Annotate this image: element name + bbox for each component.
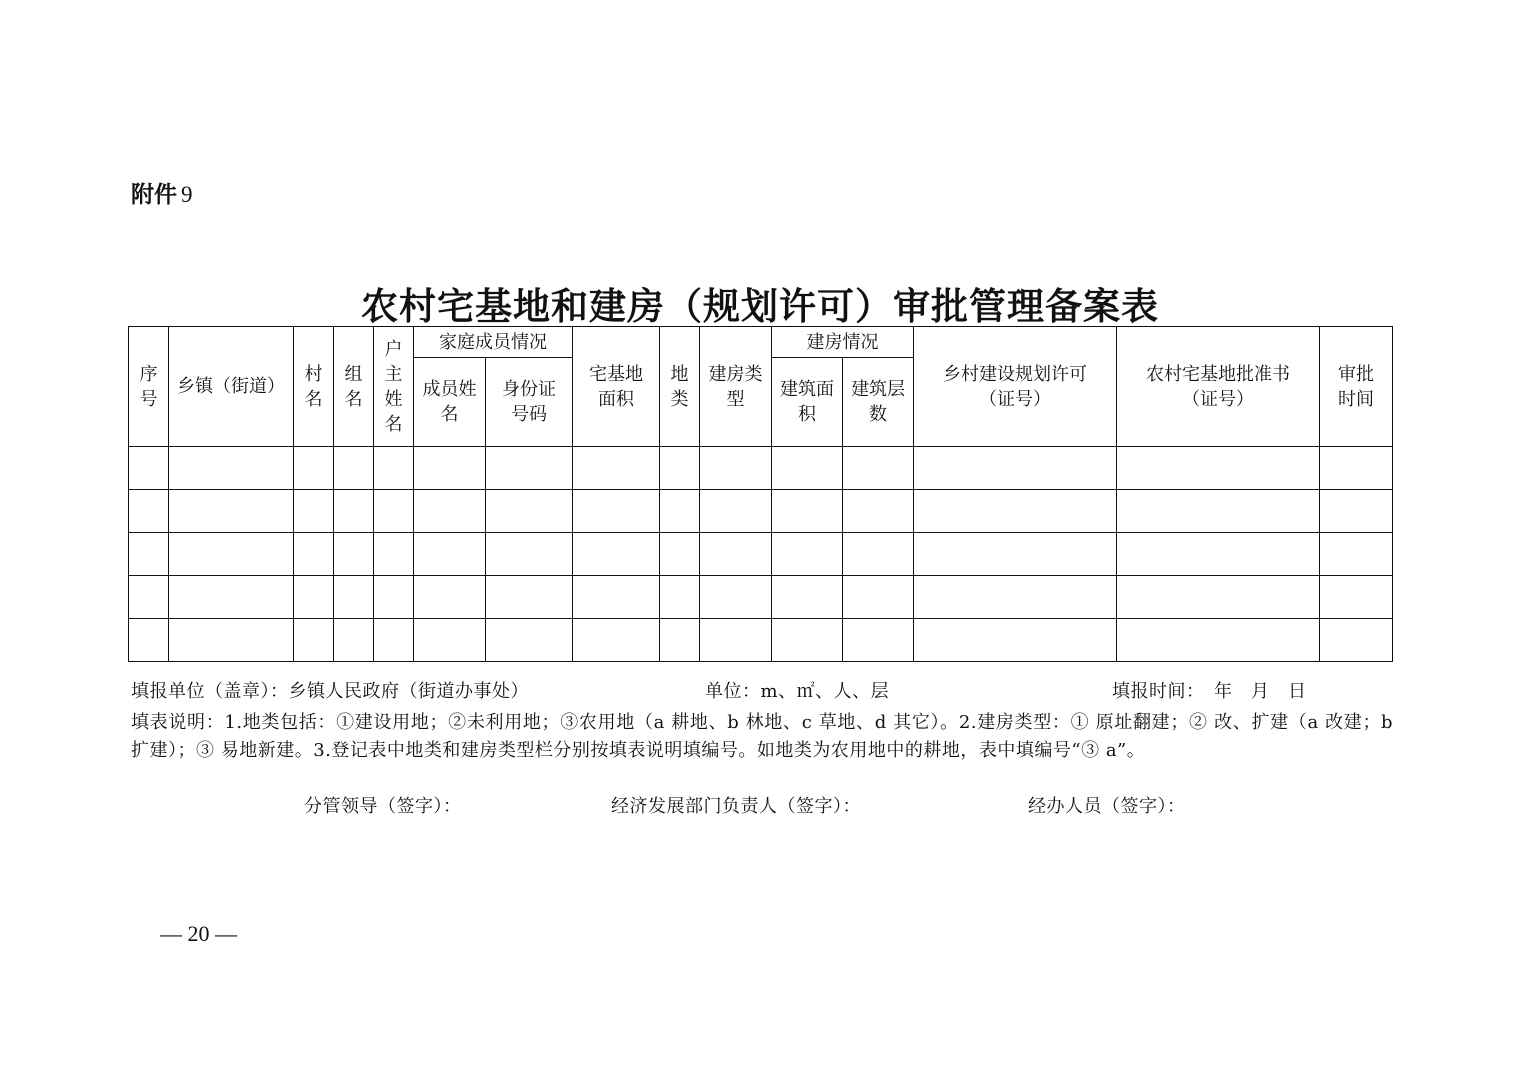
table-cell[interactable] <box>486 619 573 662</box>
table-cell[interactable] <box>374 490 414 533</box>
table-cell[interactable] <box>1117 619 1320 662</box>
fill-time-text: 填报时间： 年 月 日 <box>1112 681 1307 702</box>
table-cell[interactable] <box>374 447 414 490</box>
table-cell[interactable] <box>374 619 414 662</box>
table-cell[interactable] <box>914 576 1117 619</box>
header-seq: 序号 <box>129 327 169 447</box>
table-row <box>129 490 1393 533</box>
table-cell[interactable] <box>914 447 1117 490</box>
table-cell[interactable] <box>414 576 486 619</box>
table-cell[interactable] <box>129 619 169 662</box>
table-cell[interactable] <box>129 533 169 576</box>
table-cell[interactable] <box>414 447 486 490</box>
table-cell[interactable] <box>1117 447 1320 490</box>
table-cell[interactable] <box>334 490 374 533</box>
table-cell[interactable] <box>843 533 914 576</box>
page-number: — 20 — <box>160 921 237 946</box>
table-row <box>129 576 1393 619</box>
footer-info-line <box>131 678 1393 706</box>
table-cell[interactable] <box>573 533 660 576</box>
table-row <box>129 533 1393 576</box>
table-cell[interactable] <box>843 576 914 619</box>
header-group: 组名 <box>334 327 374 447</box>
table-cell[interactable] <box>169 533 294 576</box>
table-cell[interactable] <box>843 619 914 662</box>
table-cell[interactable] <box>1320 619 1393 662</box>
table-cell[interactable] <box>374 533 414 576</box>
header-floors: 建筑层数 <box>843 358 914 447</box>
table-cell[interactable] <box>334 576 374 619</box>
table-cell[interactable] <box>294 490 334 533</box>
table-cell[interactable] <box>914 490 1117 533</box>
table-cell[interactable] <box>294 619 334 662</box>
table-cell[interactable] <box>129 490 169 533</box>
table-cell[interactable] <box>374 576 414 619</box>
table-body <box>129 447 1393 662</box>
table-cell[interactable] <box>294 576 334 619</box>
unit-text: 单位：m、㎡、人、层 <box>705 681 890 702</box>
table-cell[interactable] <box>486 533 573 576</box>
header-member-name: 成员姓名 <box>414 358 486 447</box>
header-approval-letter: 农村宅基地批准书 （证号） <box>1117 327 1320 447</box>
table-cell[interactable] <box>169 619 294 662</box>
table-cell[interactable] <box>1320 533 1393 576</box>
fill-unit-text: 填报单位（盖章）：乡镇人民政府（街道办事处） <box>131 681 529 702</box>
table-cell[interactable] <box>1320 447 1393 490</box>
table-row <box>129 619 1393 662</box>
table-cell[interactable] <box>700 619 772 662</box>
table-cell[interactable] <box>843 447 914 490</box>
table-cell[interactable] <box>700 447 772 490</box>
table-cell[interactable] <box>294 447 334 490</box>
table-cell[interactable] <box>334 533 374 576</box>
table-cell[interactable] <box>660 533 700 576</box>
header-planning-permit: 乡村建设规划许可 （证号） <box>914 327 1117 447</box>
table-cell[interactable] <box>1117 576 1320 619</box>
header-build-type: 建房类型 <box>700 327 772 447</box>
table-cell[interactable] <box>700 576 772 619</box>
table-cell[interactable] <box>294 533 334 576</box>
table-cell[interactable] <box>700 490 772 533</box>
footer-notes <box>131 678 1393 765</box>
table-cell[interactable] <box>573 576 660 619</box>
table-cell[interactable] <box>129 576 169 619</box>
table-cell[interactable] <box>129 447 169 490</box>
table-cell[interactable] <box>169 447 294 490</box>
header-build-group: 建房情况 <box>772 327 914 358</box>
header-homestead-area: 宅基地面积 <box>573 327 660 447</box>
header-id-number: 身份证号码 <box>486 358 573 447</box>
header-build-area: 建筑面积 <box>772 358 843 447</box>
table-cell[interactable] <box>573 447 660 490</box>
table-cell[interactable] <box>772 447 843 490</box>
attachment-label-text: 附件 <box>131 182 177 208</box>
header-town: 乡镇（街道） <box>169 327 294 447</box>
table-cell[interactable] <box>772 490 843 533</box>
sign-handler: 经办人员（签字）： <box>1028 796 1186 817</box>
record-table <box>128 326 1393 662</box>
table-cell[interactable] <box>772 576 843 619</box>
table-cell[interactable] <box>414 533 486 576</box>
header-land-type: 地类 <box>660 327 700 447</box>
table-cell[interactable] <box>660 447 700 490</box>
table-cell[interactable] <box>660 619 700 662</box>
table-cell[interactable] <box>700 533 772 576</box>
table-cell[interactable] <box>914 619 1117 662</box>
sign-leader: 分管领导（签字）： <box>304 796 462 817</box>
table-row <box>129 447 1393 490</box>
table-cell[interactable] <box>486 576 573 619</box>
fill-instructions: 填表说明：1.地类包括：①建设用地；②未利用地；③农用地（a 耕地、b 林地、c 草地、d 其它）。2.建房类型：① 原址翻建；② 改、扩建（a 改建；b 扩建）；③ 易地新建。3.登记表中地类和建房类型栏分别按填表说明填编号。如地类为农用地中的耕地，表中填编号“③ a”。 <box>131 712 1393 761</box>
table-cell[interactable] <box>486 447 573 490</box>
header-family-group: 家庭成员情况 <box>414 327 573 358</box>
table-cell[interactable] <box>169 576 294 619</box>
attachment-label <box>131 176 193 209</box>
table-cell[interactable] <box>486 490 573 533</box>
header-village: 村名 <box>294 327 334 447</box>
table-cell[interactable] <box>1117 490 1320 533</box>
document-title: 农村宅基地和建房（规划许可）审批管理备案表 <box>361 284 1159 328</box>
table-cell[interactable] <box>772 619 843 662</box>
table-cell[interactable] <box>1320 490 1393 533</box>
table-cell[interactable] <box>414 619 486 662</box>
table-cell[interactable] <box>1320 576 1393 619</box>
table-cell[interactable] <box>414 490 486 533</box>
table-cell[interactable] <box>334 619 374 662</box>
table-cell[interactable] <box>914 533 1117 576</box>
table-cell[interactable] <box>169 490 294 533</box>
sign-dept: 经济发展部门负责人（签字）： <box>611 796 861 817</box>
table-cell[interactable] <box>1117 533 1320 576</box>
table-cell[interactable] <box>660 576 700 619</box>
attachment-number: 9 <box>181 182 193 207</box>
table-cell[interactable] <box>573 490 660 533</box>
header-approval-time: 审批时间 <box>1320 327 1393 447</box>
table-cell[interactable] <box>334 447 374 490</box>
header-householder: 户主姓名 <box>374 327 414 447</box>
table-cell[interactable] <box>660 490 700 533</box>
table-cell[interactable] <box>772 533 843 576</box>
table-cell[interactable] <box>573 619 660 662</box>
table-cell[interactable] <box>843 490 914 533</box>
